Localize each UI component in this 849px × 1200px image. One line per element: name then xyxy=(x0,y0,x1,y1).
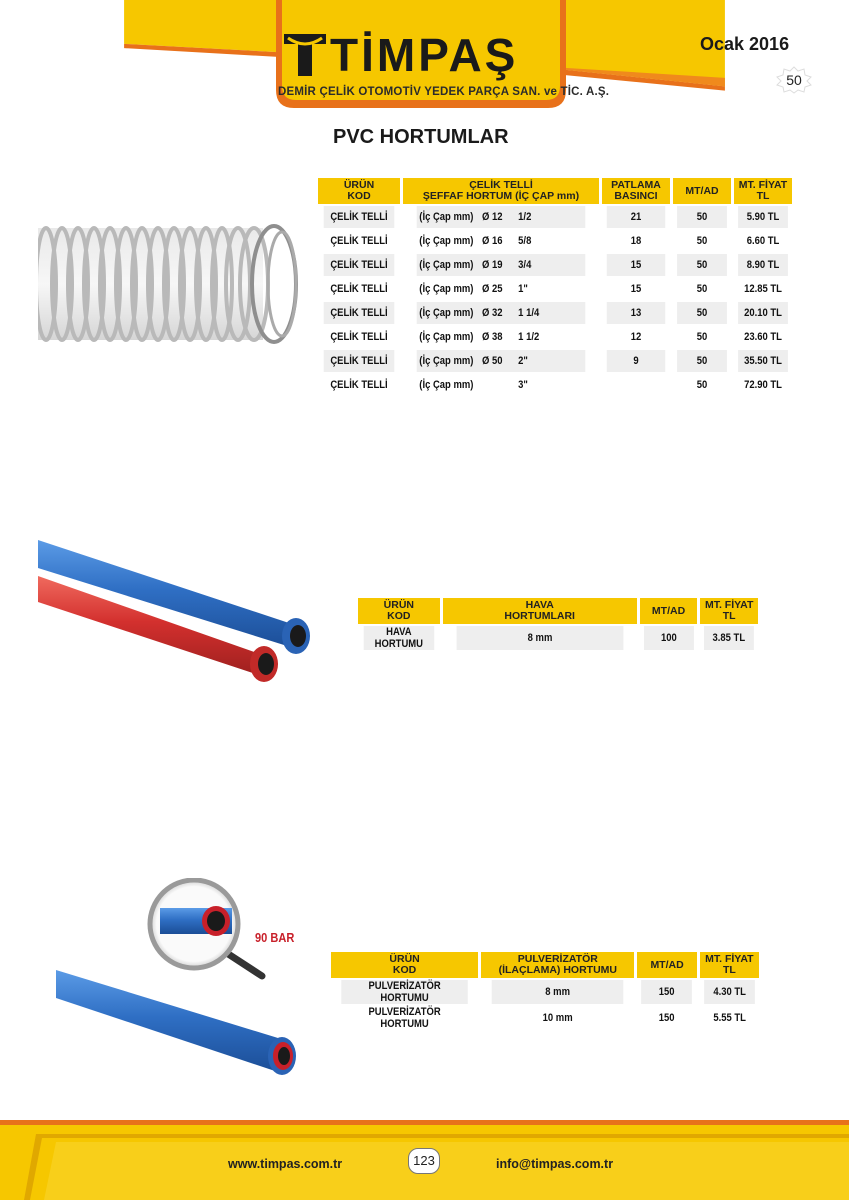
product-code: ÇELİK TELLİ xyxy=(330,283,388,295)
col-product-code: ÜRÜN KOD xyxy=(358,598,440,624)
table-row xyxy=(331,980,759,1004)
diameter-mm: Ø 16 xyxy=(482,235,503,247)
mt-ad: 50 xyxy=(696,331,708,343)
hose-size: 8 mm xyxy=(492,980,624,1004)
col-steel-wire-hose: ÇELİK TELLİ ŞEFFAF HORTUM (İÇ ÇAP mm) xyxy=(403,178,599,204)
mt-ad: 50 xyxy=(696,283,708,295)
price: 23.60 TL xyxy=(744,331,782,343)
hose-size xyxy=(417,374,586,396)
price: 8.90 TL xyxy=(738,254,788,276)
burst-pressure: 15 xyxy=(630,283,642,295)
footer-page-number: 123 xyxy=(408,1148,440,1174)
diameter-mm: Ø 50 xyxy=(482,355,503,367)
inner-diameter-label: (İç Çap mm) xyxy=(419,355,474,367)
inner-diameter-label: (İç Çap mm) xyxy=(419,211,474,223)
price: 5.90 TL xyxy=(738,206,788,228)
product-code: ÇELİK TELLİ xyxy=(324,206,395,228)
email-link[interactable]: info@timpas.com.tr xyxy=(496,1157,614,1171)
burst-pressure xyxy=(607,374,665,396)
table-row xyxy=(318,230,792,252)
mt-ad: 100 xyxy=(644,626,694,650)
price: 4.30 TL xyxy=(704,980,755,1004)
table-row xyxy=(318,206,792,228)
diameter-mm: Ø 19 xyxy=(482,259,503,271)
product-code: ÇELİK TELLİ xyxy=(324,350,395,372)
website-link[interactable]: www.timpas.com.tr xyxy=(228,1157,343,1171)
price: 35.50 TL xyxy=(738,350,788,372)
diameter-inch: 5/8 xyxy=(518,235,532,247)
mt-ad: 150 xyxy=(642,980,693,1004)
steel-wire-hose-image xyxy=(38,222,300,350)
product-code: ÇELİK TELLİ xyxy=(330,379,388,391)
product-code: HAVA HORTUMU xyxy=(364,626,434,650)
diameter-inch: 2" xyxy=(518,355,528,367)
price: 72.90 TL xyxy=(744,379,782,391)
diameter-inch: 1 1/4 xyxy=(518,307,540,319)
col-price: MT. FİYAT TL xyxy=(700,598,758,624)
burst-pressure: 9 xyxy=(607,350,665,372)
hose-size xyxy=(417,278,586,300)
hose-size: 8 mm xyxy=(456,626,623,650)
burst-pressure: 15 xyxy=(607,254,665,276)
col-product-code: ÜRÜN KOD xyxy=(318,178,400,204)
price: 12.85 TL xyxy=(744,283,782,295)
col-price: MT. FİYAT TL xyxy=(700,952,759,978)
diameter-mm: Ø 25 xyxy=(482,283,503,295)
hose-size xyxy=(417,350,586,372)
col-burst-pressure: PATLAMA BASINCI xyxy=(602,178,670,204)
diameter-mm: Ø 32 xyxy=(482,307,503,319)
diameter-mm: Ø 38 xyxy=(482,331,503,343)
burst-pressure: 12 xyxy=(630,331,642,343)
price: 3.85 TL xyxy=(704,626,754,650)
product-code: PULVERİZATÖR HORTUMU xyxy=(368,1006,441,1030)
table-row xyxy=(318,374,792,396)
inner-diameter-label: (İç Çap mm) xyxy=(419,259,474,271)
hose-size xyxy=(417,206,586,228)
mt-ad: 50 xyxy=(677,302,727,324)
table-row xyxy=(318,302,792,324)
price: 20.10 TL xyxy=(738,302,788,324)
col-mt-ad: MT/AD xyxy=(640,598,698,624)
burst-pressure-label: 90 BAR xyxy=(255,930,295,945)
diameter-inch: 1/2 xyxy=(518,211,532,223)
table-row xyxy=(318,278,792,300)
mt-ad: 150 xyxy=(659,1012,675,1024)
product-code: PULVERİZATÖR HORTUMU xyxy=(341,980,468,1004)
brand-name: TİMPAŞ xyxy=(330,29,519,81)
sprayer-hose-image xyxy=(56,878,304,1090)
inner-diameter-label: (İç Çap mm) xyxy=(419,307,474,319)
table-row xyxy=(318,326,792,348)
product-code: ÇELİK TELLİ xyxy=(330,235,388,247)
steel-wire-hose-table xyxy=(315,176,795,398)
table-row xyxy=(331,1006,759,1030)
sprayer-hose-table xyxy=(328,950,762,1032)
hose-size: 10 mm xyxy=(542,1012,573,1024)
col-product-code: ÜRÜN KOD xyxy=(331,952,478,978)
diameter-mm: Ø 12 xyxy=(482,211,503,223)
price: 5.55 TL xyxy=(713,1012,746,1024)
burst-pressure: 18 xyxy=(630,235,642,247)
col-price: MT. FİYAT TL xyxy=(734,178,792,204)
diameter-inch: 1" xyxy=(518,283,528,295)
page-badge: 50 xyxy=(786,72,802,88)
diameter-inch: 3" xyxy=(518,379,528,391)
timpas-logo-icon xyxy=(282,30,328,78)
mt-ad: 50 xyxy=(696,235,708,247)
product-code: ÇELİK TELLİ xyxy=(324,254,395,276)
burst-pressure: 21 xyxy=(607,206,665,228)
product-code: ÇELİK TELLİ xyxy=(324,302,395,324)
inner-diameter-label: (İç Çap mm) xyxy=(419,235,474,247)
inner-diameter-label: (İç Çap mm) xyxy=(419,379,474,391)
diameter-inch: 1 1/2 xyxy=(518,331,540,343)
mt-ad: 50 xyxy=(677,254,727,276)
issue-date: Ocak 2016 xyxy=(700,34,790,54)
air-hose-table xyxy=(355,596,761,652)
company-name: DEMİR ÇELİK OTOMOTİV YEDEK PARÇA SAN. ve TİC. A.Ş. xyxy=(278,86,610,98)
inner-diameter-label: (İç Çap mm) xyxy=(419,283,474,295)
table-row xyxy=(318,350,792,372)
table-row xyxy=(318,254,792,276)
hose-size xyxy=(417,326,586,348)
inner-diameter-label: (İç Çap mm) xyxy=(419,331,474,343)
mt-ad: 50 xyxy=(677,206,727,228)
hose-size xyxy=(417,230,586,252)
page-title: PVC HORTUMLAR xyxy=(333,126,509,148)
col-mt-ad: MT/AD xyxy=(637,952,696,978)
col-air-hoses: HAVA HORTUMLARI xyxy=(443,598,637,624)
col-sprayer-hose: PULVERİZATÖR (İLAÇLAMA) HORTUMU xyxy=(481,952,634,978)
burst-pressure: 13 xyxy=(607,302,665,324)
air-hose-image xyxy=(38,536,328,686)
hose-size xyxy=(417,254,586,276)
product-code: ÇELİK TELLİ xyxy=(330,331,388,343)
mt-ad: 50 xyxy=(677,350,727,372)
mt-ad: 50 xyxy=(696,379,708,391)
hose-size xyxy=(417,302,586,324)
price: 6.60 TL xyxy=(746,235,780,247)
col-mt-ad: MT/AD xyxy=(673,178,731,204)
diameter-inch: 3/4 xyxy=(518,259,532,271)
table-row xyxy=(358,626,758,650)
